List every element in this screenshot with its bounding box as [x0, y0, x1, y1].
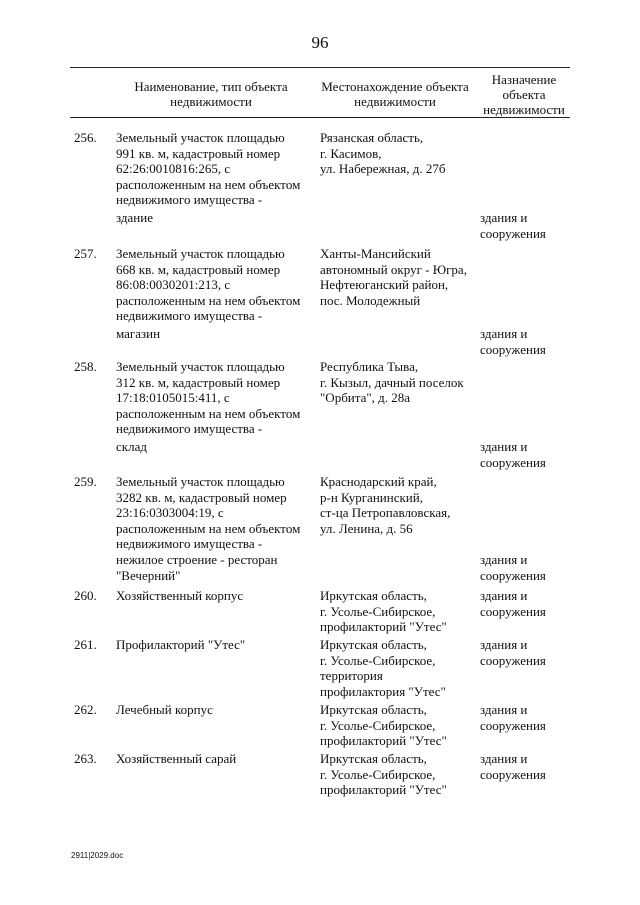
object-purpose: [480, 637, 570, 668]
text-line: профилактория "Утес": [320, 683, 446, 699]
row-number: 261.: [74, 637, 97, 652]
text-line: 312 кв. м, кадастровый номер: [116, 374, 281, 390]
text-line: г. Усолье-Сибирское,: [320, 603, 436, 619]
text-line: Ханты-Мансийский: [320, 246, 431, 261]
text-line: расположенным на нем объектом: [116, 405, 301, 421]
object-purpose: [480, 439, 570, 470]
text-line: территория: [320, 668, 383, 683]
object-location: [320, 474, 475, 536]
text-line: недвижимого имущества -: [116, 421, 263, 436]
text-line: Хозяйственный корпус: [116, 588, 244, 603]
text-line: Рязанская область,: [320, 130, 424, 145]
header-line: Местонахождение объекта: [321, 79, 469, 94]
object-purpose: [480, 210, 570, 241]
text-line: профилакторий "Утес": [320, 782, 447, 797]
text-line: 17:18:0105015:411, с: [116, 390, 230, 405]
text-line: недвижимого имущества -: [116, 308, 263, 323]
object-subname: [116, 210, 306, 226]
object-purpose: [480, 588, 570, 619]
object-location: [320, 637, 475, 699]
text-line: 23:16:0303004:19, с: [116, 505, 224, 520]
object-name: [116, 246, 306, 324]
object-purpose: [480, 552, 570, 583]
text-line: г. Усолье-Сибирское,: [320, 652, 436, 668]
text-line: нежилое строение - ресторан: [116, 552, 278, 567]
text-line: недвижимого имущества -: [116, 536, 263, 551]
text-line: ул. Ленина, д. 56: [320, 520, 413, 536]
header-line: Наименование, тип объекта: [134, 79, 288, 94]
text-line: расположенным на нем объектом: [116, 292, 301, 308]
text-line: сооружения: [480, 341, 546, 357]
object-location: [320, 702, 475, 749]
text-line: г. Усолье-Сибирское,: [320, 766, 436, 782]
text-line: сооружения: [480, 454, 546, 470]
text-line: Иркутская область,: [320, 751, 427, 766]
text-line: Краснодарский край,: [320, 474, 437, 489]
object-name: [116, 474, 306, 552]
object-purpose: [480, 751, 570, 782]
text-line: Республика Тыва,: [320, 359, 419, 374]
text-line: г. Усолье-Сибирское,: [320, 717, 436, 733]
text-line: расположенным на нем объектом: [116, 176, 301, 192]
object-purpose: [480, 702, 570, 733]
text-line: Иркутская область,: [320, 637, 427, 652]
text-line: недвижимого имущества -: [116, 192, 263, 207]
text-line: здания и: [480, 552, 528, 567]
text-line: Земельный участок площадью: [116, 359, 285, 374]
text-line: 86:08:0030201:213, с: [116, 277, 231, 292]
text-line: магазин: [116, 326, 161, 341]
text-line: 62:26:0010816:265, с: [116, 161, 231, 176]
text-line: г. Кызыл, дачный поселок: [320, 374, 464, 390]
object-location: [320, 588, 475, 635]
table-top-rule: [70, 67, 570, 68]
object-name: [116, 637, 306, 653]
text-line: автономный округ - Югра,: [320, 261, 467, 277]
text-line: Профилакторий "Утес": [116, 637, 246, 652]
text-line: ст-ца Петропавловская,: [320, 505, 451, 520]
object-subname: [116, 552, 306, 583]
text-line: здания и: [480, 637, 528, 652]
text-line: "Вечерний": [116, 567, 181, 583]
row-number: 262.: [74, 702, 97, 717]
text-line: сооружения: [480, 567, 546, 583]
text-line: сооружения: [480, 603, 546, 619]
object-subname: [116, 439, 306, 455]
text-line: сооружения: [480, 652, 546, 668]
text-line: сооружения: [480, 717, 546, 733]
object-subname: [116, 326, 306, 342]
text-line: "Орбита", д. 28а: [320, 390, 411, 405]
text-line: Иркутская область,: [320, 702, 427, 717]
text-line: здания и: [480, 702, 528, 717]
object-purpose: [480, 326, 570, 357]
text-line: Иркутская область,: [320, 588, 427, 603]
header-name-column: [116, 79, 306, 109]
text-line: здания и: [480, 210, 528, 225]
object-name: [116, 130, 306, 208]
text-line: 668 кв. м, кадастровый номер: [116, 261, 281, 277]
text-line: расположенным на нем объектом: [116, 520, 301, 536]
text-line: склад: [116, 439, 147, 454]
header-location-column: [315, 79, 475, 109]
text-line: Хозяйственный сарай: [116, 751, 237, 766]
header-line: Назначение: [491, 72, 557, 87]
header-purpose-column: [478, 72, 570, 117]
text-line: Земельный участок площадью: [116, 130, 285, 145]
text-line: г. Касимов,: [320, 145, 382, 161]
page-number: 96: [311, 33, 329, 52]
text-line: р-н Курганинский,: [320, 489, 423, 505]
header-line: недвижимости: [354, 94, 436, 109]
text-line: профилакторий "Утес": [320, 733, 447, 748]
text-line: пос. Молодежный: [320, 292, 421, 308]
text-line: здания и: [480, 326, 528, 341]
text-line: ул. Набережная, д. 27б: [320, 161, 446, 176]
text-line: 991 кв. м, кадастровый номер: [116, 145, 281, 161]
header-bottom-rule: [70, 117, 570, 118]
row-number: 257.: [74, 246, 97, 261]
header-line: недвижимости: [483, 102, 565, 117]
text-line: здания и: [480, 751, 528, 766]
text-line: сооружения: [480, 766, 546, 782]
text-line: Земельный участок площадью: [116, 246, 285, 261]
text-line: профилакторий "Утес": [320, 619, 447, 634]
document-footer: 2911|2029.doc: [71, 851, 124, 860]
header-line: недвижимости: [170, 94, 252, 109]
object-name: [116, 751, 306, 767]
text-line: 3282 кв. м, кадастровый номер: [116, 489, 287, 505]
object-location: [320, 751, 475, 798]
row-number: 259.: [74, 474, 97, 489]
object-location: [320, 130, 475, 177]
header-line: объекта: [502, 87, 546, 102]
text-line: здания и: [480, 439, 528, 454]
object-name: [116, 359, 306, 437]
object-name: [116, 702, 306, 718]
row-number: 260.: [74, 588, 97, 603]
text-line: Нефтеюганский район,: [320, 277, 449, 292]
object-location: [320, 359, 475, 406]
text-line: Земельный участок площадью: [116, 474, 285, 489]
row-number: 263.: [74, 751, 97, 766]
object-location: [320, 246, 475, 308]
row-number: 258.: [74, 359, 97, 374]
text-line: здание: [116, 210, 153, 225]
text-line: сооружения: [480, 225, 546, 241]
row-number: 256.: [74, 130, 97, 145]
text-line: здания и: [480, 588, 528, 603]
object-name: [116, 588, 306, 604]
text-line: Лечебный корпус: [116, 702, 213, 717]
